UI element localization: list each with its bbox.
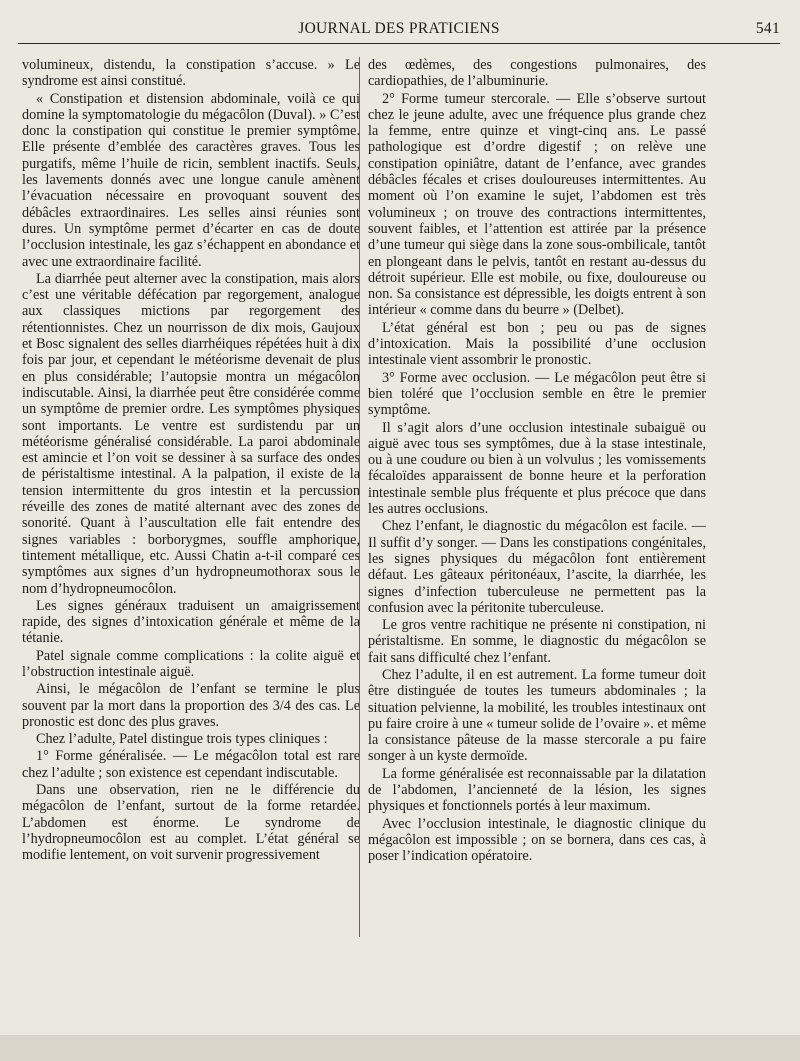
paragraph: La diarrhée peut alterner avec la constipation, mais alors c’est une véritable défécation par regorgement, analogue aux classiques mictions par regorgement des rétentionnistes. Chez un nourrisson de dix mois, Gaujoux et Bosc signalent des selles diarrhéiques répétées huit à dix fois par jour, et cependant le météorisme devenait de plus en plus considérable; l’autopsie montra un mégacôlon indiscutable. Ainsi, la diarrhée peut être considérée comme un symptôme de premier ordre. Les symptômes physiques sont importants. Le ventre est surdistendu par un météorisme généralisé considérable. La paroi abdominale est amincie et l’on voit se dessiner à sa surface des ondes de péristaltisme intestinal. A la palpation, il existe de la tension intermittente du gros intestin et la percussion réveille des zones de matité alternant avec des zones de sonorité. Quant à l’auscultation elle fait entendre des signes variables : borborygmes, souffle amphorique, tintement métallique, etc. Aussi Chatin a-t-il comparé ces symptômes aux signes d’un hydropneumothorax sous le nom d’hydropneumocôlon.	[22, 270, 360, 597]
page-number: 541	[755, 20, 780, 37]
header-rule	[18, 43, 780, 44]
paragraph: Chez l’adulte, Patel distingue trois types cliniques :	[36, 731, 328, 748]
paragraph: des œdèmes, des congestions pulmonaires, des cardiopathies, de l’albuminurie.	[368, 57, 706, 90]
paragraph: « Constipation et distension abdominale, voilà ce qui domine la symptomatologie du mégacôlon (Duval). » C’est donc la constipation qui constitue le premier symptôme. Elle présente d’emblée des caractères graves. Tous les purgatifs, même l’huile de ricin, semblent inactifs. Seuls, les lavements donnés avec une longue canule amènent l’évacuation nécessaire en provoquant souvent des débâcles extraordinaires. Les selles ainsi réunies sont dures. Un symptôme permet d’écarter en cas de doute l’occlusion intestinale, les gaz s’échappent en abondance et avec une extraordinaire facilité.	[22, 90, 360, 270]
paragraph: 2° Forme tumeur stercorale. — Elle s’observe surtout chez le jeune adulte, avec une fréquence plus grande chez la femme, entre quinze et vingt-cinq ans. Le passé pathologique est d’ordre digestif ; on relève une constipation opiniâtre, datant de l’enfance, avec grandes débâcles fécales et crises douloureuses intermittentes. Au moment où l’on examine le sujet, l’abdomen est très volumineux ; on trouve des contractions intermittentes, souvent faibles, et l’attention est attirée par la présence d’une tumeur qui siège dans la zone sous-ombilicale, tantôt en plongeant dans le pelvis, tantôt en restant au-dessus du détroit supérieur. Elle est mobile, ou fixe, douloureuse ou non. Sa consistance est dépressible, les doigts entrent à son intérieur « comme dans du beurre » (Delbet).	[368, 90, 706, 319]
paragraph: volumineux, distendu, la constipation s’accuse. » Le syndrome est ainsi constitué.	[22, 57, 360, 90]
paragraph: Dans une observation, rien ne le différencie du mégacôlon de l’enfant, surtout de la forme retardée. L’abdomen est énorme. Le syndrome de l’hydropneumocôlon est au complet. L’état général se modifie lentement, on voit survenir progressivement	[22, 782, 360, 864]
paragraph: Avec l’occlusion intestinale, le diagnostic clinique du mégacôlon est impossible ; on se bornera, dans ces cas, à poser l’indication opératoire.	[368, 815, 706, 865]
paragraph: 3° Forme avec occlusion. — Le mégacôlon peut être si bien toléré que l’occlusion semble en être le premier symptôme.	[368, 369, 706, 419]
page-header	[18, 20, 780, 40]
page-bottom-margin	[0, 1035, 800, 1061]
paragraph: Ainsi, le mégacôlon de l’enfant se termine le plus souvent par la mort dans la proportion des 3/4 des cas. Le pronostic est donc des plus graves.	[22, 681, 360, 730]
paragraph: L’état général est bon ; peu ou pas de signes d’intoxication. Mais la possibilité d’une occlusion intestinale vient assombrir le pronostic.	[368, 319, 706, 369]
left-column	[22, 57, 360, 865]
paragraph: La forme généralisée est reconnaissable par la dilatation de l’abdomen, l’ancienneté de la lésion, les signes physiques et fonctionnels portés à leur maximum.	[368, 765, 706, 815]
paragraph: 1° Forme généralisée. — Le mégacôlon total est rare chez l’adulte ; son existence est cependant indiscutable.	[22, 748, 360, 781]
paragraph: Il s’agit alors d’une occlusion intestinale subaiguë ou aiguë avec tous ses symptômes, due à la stase intestinale, ou à une coudure ou bien à un volvulus ; les vomissements fécaloïdes apparaissent de bonne heure et la perforation intestinale semble plus fréquente et plus précoce que dans les autres occlusions.	[368, 419, 706, 518]
column-divider	[359, 57, 360, 937]
right-column	[368, 57, 706, 866]
paragraph: Chez l’enfant, le diagnostic du mégacôlon est facile. — Il suffit d’y songer. — Dans les constipations congénitales, les signes physiques du mégacôlon font entièrement défaut. Les gâteaux péritonéaux, l’ascite, la diarrhée, les signes d’infection tuberculeuse ne permettent pas la confusion avec la péritonite tuberculeuse.	[368, 518, 706, 616]
paragraph: Le gros ventre rachitique ne présente ni constipation, ni péristaltisme. En somme, le diagnostic du mégacôlon se fait sans difficulté chez l’enfant.	[368, 617, 706, 666]
paragraph: Les signes généraux traduisent un amaigrissement rapide, des signes d’intoxication générale et même de la tétanie.	[22, 597, 360, 647]
paragraph: Patel signale comme complications : la colite aiguë et l’obstruction intestinale aiguë.	[22, 647, 360, 680]
journal-title: JOURNAL DES PRATICIENS	[298, 20, 500, 37]
paragraph: Chez l’adulte, il en est autrement. La forme tumeur doit être distinguée de toutes les tumeurs abdominales ; la situation pelvienne, la mobilité, les troubles intestinaux ont pu faire croire à une « tumeur solide de l’ovaire ». et même la consistance pâteuse de la masse stercorale a pu faire songer à un kyste dermoïde.	[368, 666, 706, 765]
